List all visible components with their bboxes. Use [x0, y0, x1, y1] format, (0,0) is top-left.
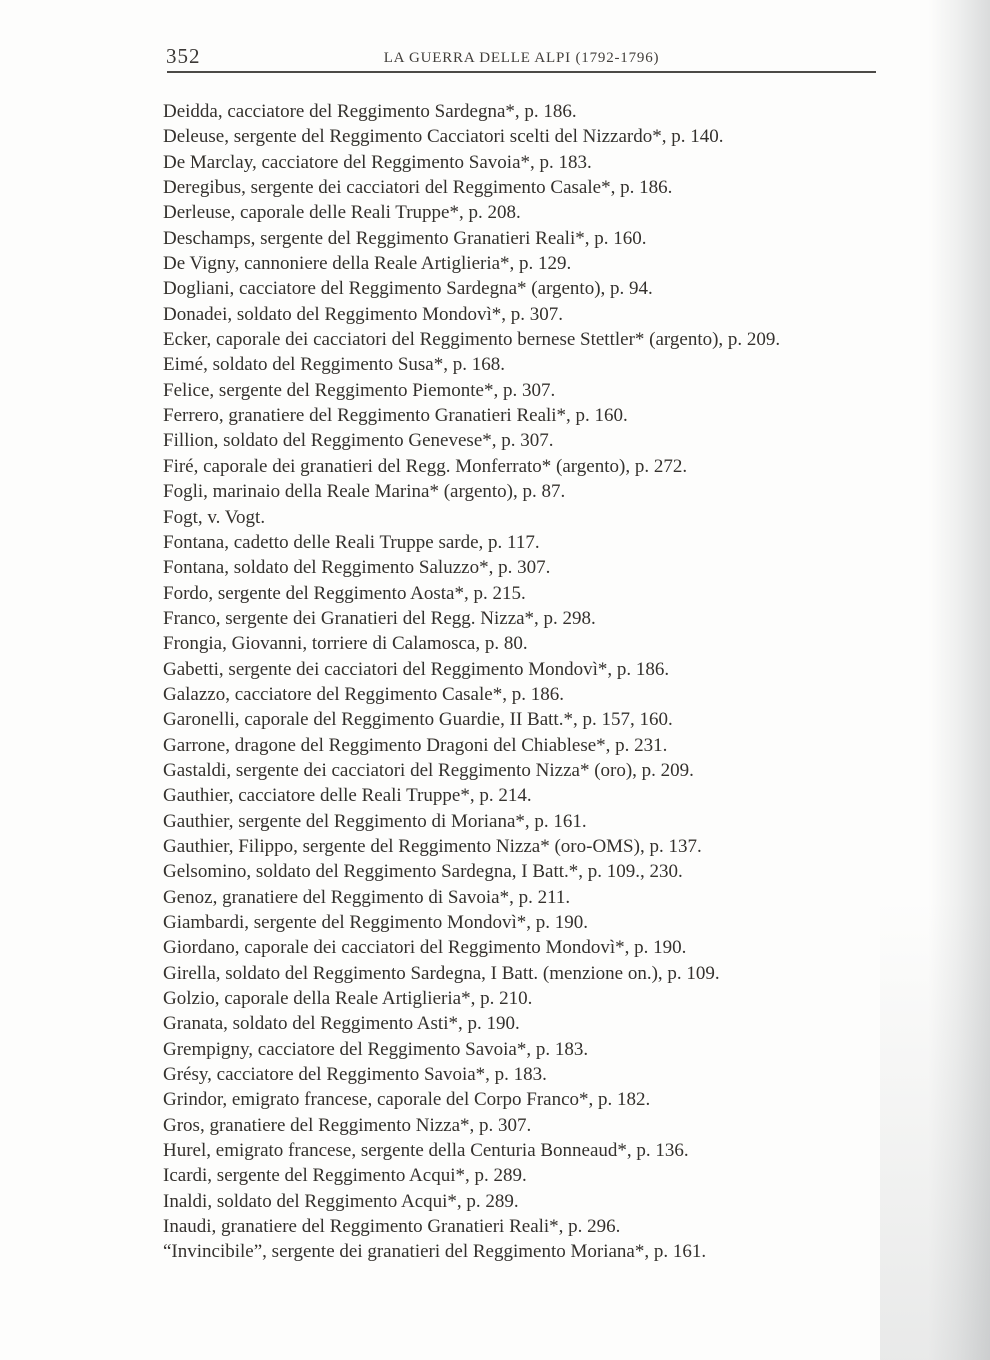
index-entry: Giordano, caporale dei cacciatori del Reggimento Mondovì*, p. 190.: [163, 937, 687, 959]
index-entry: Fogt, v. Vogt.: [163, 506, 266, 528]
index-entry: Garrone, dragone del Reggimento Dragoni del Chiablese*, p. 231.: [163, 734, 668, 756]
index-entry: Fontana, soldato del Reggimento Saluzzo*, p. 307.: [163, 557, 551, 579]
index-entry: Deleuse, sergente del Reggimento Cacciatori scelti del Nizzardo*, p. 140.: [163, 126, 724, 148]
index-entry: Grindor, emigrato francese, caporale del Corpo Franco*, p. 182.: [163, 1089, 651, 1111]
index-entry: Grésy, cacciatore del Reggimento Savoia*, p. 183.: [163, 1064, 547, 1086]
index-entry: Inaldi, soldato del Reggimento Acqui*, p. 289.: [163, 1190, 519, 1212]
index-entry: Derleuse, caporale delle Reali Truppe*, p. 208.: [163, 202, 521, 224]
index-entry: Girella, soldato del Reggimento Sardegna, I Batt. (menzione on.), p. 109.: [163, 962, 720, 984]
index-entry: Felice, sergente del Reggimento Piemonte*, p. 307.: [163, 379, 556, 401]
index-entry: Gabetti, sergente dei cacciatori del Reggimento Mondovì*, p. 186.: [163, 658, 670, 680]
index-entry: Gelsomino, soldato del Reggimento Sardegna, I Batt.*, p. 109., 230.: [163, 861, 683, 883]
index-entry: Deidda, cacciatore del Reggimento Sardegna*, p. 186.: [163, 101, 577, 122]
index-entry: Galazzo, cacciatore del Reggimento Casale*, p. 186.: [163, 683, 564, 705]
index-entries: [163, 99, 943, 1265]
index-entry: Gros, granatiere del Reggimento Nizza*, p. 307.: [163, 1114, 532, 1136]
index-entry: De Marclay, cacciatore del Reggimento Savoia*, p. 183.: [163, 151, 592, 173]
header-rule: [167, 71, 876, 73]
index-entry: Firé, caporale dei granatieri del Regg. Monferrato* (argento), p. 272.: [163, 455, 688, 477]
index-entry: Gauthier, cacciatore delle Reali Truppe*, p. 214.: [163, 785, 532, 807]
index-entry: Icardi, sergente del Reggimento Acqui*, p. 289.: [163, 1165, 527, 1187]
index-entry: Eimé, soldato del Reggimento Susa*, p. 168.: [163, 354, 505, 376]
index-entry: Ferrero, granatiere del Reggimento Granatieri Reali*, p. 160.: [163, 405, 628, 427]
index-entry: Donadei, soldato del Reggimento Mondovì*, p. 307.: [163, 303, 564, 325]
index-entry: Garonelli, caporale del Reggimento Guardie, II Batt.*, p. 157, 160.: [163, 709, 673, 731]
index-entry: Deschamps, sergente del Reggimento Granatieri Reali*, p. 160.: [163, 227, 647, 249]
index-entry: Dogliani, cacciatore del Reggimento Sardegna* (argento), p. 94.: [163, 278, 653, 300]
index-entry: Giambardi, sergente del Reggimento Mondovì*, p. 190.: [163, 912, 588, 933]
index-entry: Fillion, soldato del Reggimento Genevese*, p. 307.: [163, 430, 554, 452]
running-title: LA GUERRA DELLE ALPI (1792-1796): [383, 50, 660, 66]
index-entry: Grempigny, cacciatore del Reggimento Savoia*, p. 183.: [163, 1038, 589, 1060]
index-entry: “Invincibile”, sergente dei granatieri del Reggimento Moriana*, p. 161.: [163, 1241, 707, 1263]
index-entry: Fordo, sergente del Reggimento Aosta*, p. 215.: [163, 582, 526, 604]
index-entry: De Vigny, cannoniere della Reale Artiglieria*, p. 129.: [163, 253, 572, 275]
index-entry: Franco, sergente dei Granatieri del Regg. Nizza*, p. 298.: [163, 607, 596, 629]
index-entry: Gauthier, Filippo, sergente del Reggimento Nizza* (oro-OMS), p. 137.: [163, 835, 702, 857]
page-number: 352: [166, 44, 201, 68]
index-entry: Ecker, caporale dei cacciatori del Reggimento bernese Stettler* (argento), p. 209.: [163, 329, 781, 351]
index-entry: Gauthier, sergente del Reggimento di Moriana*, p. 161.: [163, 810, 587, 832]
index-entry: Golzio, caporale della Reale Artiglieria*, p. 210.: [163, 988, 533, 1010]
index-entry: Hurel, emigrato francese, sergente della Centuria Bonneaud*, p. 136.: [163, 1140, 689, 1162]
index-entry: Fogli, marinaio della Reale Marina* (argento), p. 87.: [163, 481, 566, 503]
index-entry: Granata, soldato del Reggimento Asti*, p. 190.: [163, 1013, 520, 1035]
index-entry: Inaudi, granatiere del Reggimento Granatieri Reali*, p. 296.: [163, 1216, 621, 1238]
index-entry: Frongia, Giovanni, torriere di Calamosca, p. 80.: [163, 633, 528, 655]
index-entry: Deregibus, sergente dei cacciatori del Reggimento Casale*, p. 186.: [163, 177, 673, 199]
index-entry: Genoz, granatiere del Reggimento di Savoia*, p. 211.: [163, 886, 571, 908]
index-entry: Gastaldi, sergente dei cacciatori del Reggimento Nizza* (oro), p. 209.: [163, 759, 694, 781]
index-entry: Fontana, cadetto delle Reali Truppe sarde, p. 117.: [163, 531, 540, 553]
